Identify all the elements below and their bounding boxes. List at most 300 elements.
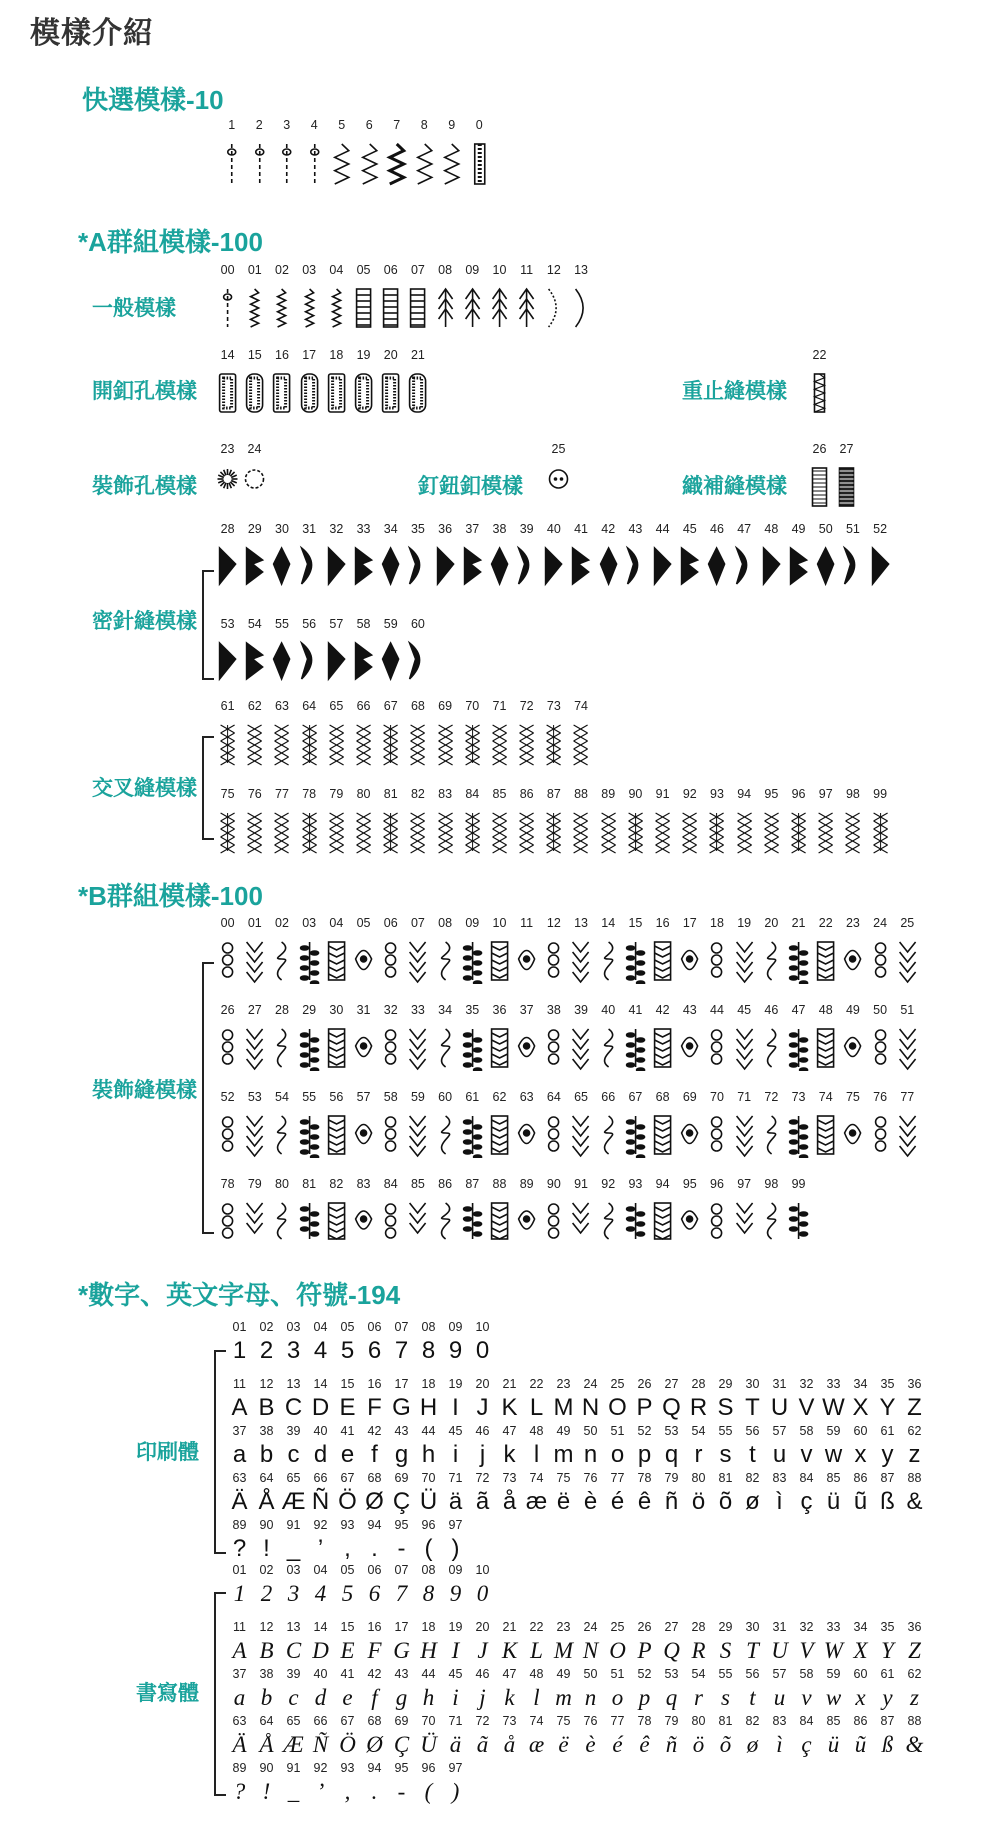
pattern-number: 62 <box>907 1424 922 1438</box>
char-number-row <box>226 1471 928 1488</box>
pattern-number: 38 <box>259 1667 274 1681</box>
stitch-pattern-icon <box>323 805 350 855</box>
character-glyph: L <box>530 1638 543 1663</box>
character-glyph: 7 <box>395 1581 408 1606</box>
char-number-row <box>226 1518 928 1535</box>
character-glyph: Ç <box>393 1732 410 1757</box>
pattern-number: 50 <box>818 522 833 536</box>
character-glyph: B <box>259 1638 274 1663</box>
character-glyph: å <box>503 1732 516 1757</box>
pattern-number: 82 <box>745 1471 760 1485</box>
pattern-number: 47 <box>737 522 752 536</box>
character-glyph: B <box>258 1394 275 1421</box>
stitch-pattern-icon <box>438 136 466 188</box>
pattern-number: 18 <box>710 916 724 930</box>
decorative-numbers-row2 <box>214 1003 921 1017</box>
stitch-pattern-icon <box>296 635 323 683</box>
character-glyph: z <box>910 1685 919 1710</box>
script-block <box>226 1563 928 1808</box>
character-glyph: w <box>825 1685 842 1710</box>
pattern-number: 23 <box>220 442 235 456</box>
stitch-pattern-icon <box>839 1108 866 1158</box>
pattern-number: 14 <box>313 1377 328 1391</box>
character-glyph: G <box>393 1638 410 1663</box>
pattern-number: 34 <box>438 1003 453 1017</box>
stitch-pattern-icon <box>214 635 241 683</box>
pattern-number: 29 <box>718 1377 733 1391</box>
pattern-number: 15 <box>340 1620 355 1634</box>
stitch-pattern-icon <box>404 635 431 683</box>
stitch-pattern-icon <box>758 934 785 984</box>
pattern-number: 05 <box>356 263 371 277</box>
stitch-pattern-icon <box>703 805 730 855</box>
stitch-pattern-icon <box>328 136 356 188</box>
character-glyph: Z <box>907 1394 922 1421</box>
pattern-number: 88 <box>907 1714 922 1728</box>
pattern-number: 33 <box>826 1620 841 1634</box>
pattern-number: 65 <box>574 1090 588 1104</box>
pattern-number: 02 <box>275 263 289 277</box>
stitch-pattern-icon <box>432 1021 459 1071</box>
stitch-pattern-icon <box>459 934 486 984</box>
character-glyph: D <box>312 1638 329 1663</box>
stitch-pattern-icon <box>622 934 649 984</box>
decorative-bracket <box>202 962 214 1234</box>
character-glyph: L <box>529 1394 544 1421</box>
stitch-pattern-icon <box>867 805 894 855</box>
pattern-number: 33 <box>356 522 371 536</box>
stitch-pattern-icon <box>404 540 431 588</box>
stitch-pattern-icon <box>241 1108 268 1158</box>
stitch-pattern-icon <box>273 136 301 188</box>
stitch-pattern-icon <box>513 281 540 331</box>
pattern-number: 10 <box>492 263 507 277</box>
pattern-number: 92 <box>682 787 697 801</box>
pattern-number: 67 <box>383 699 398 713</box>
pattern-number: 51 <box>845 522 860 536</box>
pattern-number: 27 <box>664 1377 679 1391</box>
stitch-pattern-icon <box>268 805 295 855</box>
pattern-number: 36 <box>438 522 453 536</box>
character-glyph: x <box>855 1685 866 1710</box>
stitch-pattern-icon <box>350 1195 377 1243</box>
pattern-number: 06 <box>367 1563 382 1577</box>
pattern-number: 29 <box>302 1003 317 1017</box>
stitch-pattern-icon <box>595 1195 622 1243</box>
character-glyph: R <box>691 1638 706 1663</box>
stitch-pattern-icon <box>540 1108 567 1158</box>
character-glyph: F <box>367 1638 382 1663</box>
pattern-number: 11 <box>520 263 534 277</box>
pattern-number: 93 <box>628 1177 643 1191</box>
pattern-number: 81 <box>383 787 398 801</box>
stitch-pattern-icon <box>214 717 241 767</box>
pattern-number: 63 <box>232 1714 247 1728</box>
pattern-number: 21 <box>502 1377 517 1391</box>
stitch-pattern-icon <box>731 805 758 855</box>
pattern-number: 54 <box>247 617 262 631</box>
stitch-pattern-icon <box>377 281 404 331</box>
stitch-pattern-icon <box>296 805 323 855</box>
pattern-number: 2 <box>255 118 263 132</box>
pattern-number: 77 <box>610 1714 625 1728</box>
character-glyph: h <box>421 1441 436 1468</box>
stitch-pattern-icon <box>758 540 785 588</box>
stitch-pattern-icon <box>241 1021 268 1071</box>
pattern-number: 89 <box>519 1177 534 1191</box>
char-glyph-row <box>226 1394 928 1424</box>
pattern-number: 79 <box>329 787 344 801</box>
pattern-number: 29 <box>718 1620 733 1634</box>
stitch-pattern-icon <box>214 465 241 493</box>
pattern-number: 73 <box>502 1471 517 1485</box>
pattern-number: 43 <box>394 1424 409 1438</box>
character-glyph: Ü <box>419 1488 438 1515</box>
pattern-number: 32 <box>799 1377 814 1391</box>
character-glyph: q <box>664 1441 679 1468</box>
character-glyph: g <box>394 1441 409 1468</box>
stitch-pattern-icon <box>356 136 384 188</box>
pattern-number: 71 <box>448 1714 463 1728</box>
pattern-number: 43 <box>682 1003 697 1017</box>
character-glyph: n <box>584 1685 597 1710</box>
pattern-number: 31 <box>356 1003 371 1017</box>
pattern-number: 37 <box>232 1667 247 1681</box>
pattern-number: 34 <box>383 522 398 536</box>
pattern-number: 04 <box>329 263 344 277</box>
pattern-number: 73 <box>502 1714 517 1728</box>
pattern-number: 24 <box>583 1620 598 1634</box>
character-glyph: W <box>822 1394 845 1421</box>
pattern-number: 97 <box>448 1761 463 1775</box>
character-glyph: Y <box>881 1638 894 1663</box>
pattern-number: 83 <box>772 1714 787 1728</box>
pattern-number: 1 <box>228 118 236 132</box>
pattern-number: 03 <box>286 1320 301 1334</box>
pattern-number: 44 <box>655 522 670 536</box>
pattern-number: 54 <box>691 1667 706 1681</box>
pattern-number: 01 <box>232 1563 247 1577</box>
print-label: 印刷體 <box>136 1441 199 1464</box>
pattern-number: 71 <box>448 1471 463 1485</box>
char-glyph-row <box>226 1337 928 1367</box>
stitch-pattern-icon <box>241 540 268 588</box>
cross-numbers-row1 <box>214 699 595 713</box>
character-glyph: . <box>371 1779 378 1804</box>
pattern-number: 40 <box>313 1667 328 1681</box>
stitch-pattern-icon <box>459 1021 486 1071</box>
pattern-number: 37 <box>232 1424 247 1438</box>
pattern-number: 03 <box>286 1563 301 1577</box>
pattern-number: 48 <box>529 1424 544 1438</box>
pattern-number: 60 <box>438 1090 453 1104</box>
character-glyph: u <box>773 1685 786 1710</box>
stitch-pattern-icon <box>323 635 350 683</box>
pattern-number: 72 <box>475 1714 490 1728</box>
pattern-number: 00 <box>220 263 235 277</box>
character-glyph: ü <box>827 1732 840 1757</box>
stitch-pattern-icon <box>731 934 758 984</box>
character-glyph: U <box>771 1638 788 1663</box>
stitch-pattern-icon <box>214 366 241 416</box>
pattern-number: 75 <box>556 1714 571 1728</box>
stitch-pattern-icon <box>466 136 494 188</box>
character-glyph: é <box>610 1488 625 1515</box>
pattern-number: 49 <box>556 1667 571 1681</box>
stitch-pattern-icon <box>785 805 812 855</box>
pattern-number: 40 <box>601 1003 616 1017</box>
pattern-number: 30 <box>329 1003 344 1017</box>
satin-stitch-symbols-row1 <box>214 540 894 588</box>
stitch-pattern-icon <box>350 805 377 855</box>
stitch-pattern-icon <box>595 1021 622 1071</box>
character-glyph: O <box>608 1394 627 1421</box>
pattern-number: 72 <box>475 1471 490 1485</box>
stitch-pattern-icon <box>350 1021 377 1071</box>
pattern-number: 68 <box>367 1471 382 1485</box>
pattern-number: 8 <box>420 118 428 132</box>
character-glyph: i <box>452 1441 459 1468</box>
character-glyph: J <box>477 1638 488 1663</box>
stitch-pattern-icon <box>894 1021 921 1071</box>
stitch-pattern-icon <box>622 1195 649 1243</box>
character-glyph: ë <box>558 1732 569 1757</box>
pattern-number: 06 <box>383 263 398 277</box>
pattern-number: 23 <box>556 1377 571 1391</box>
pattern-number: 15 <box>628 916 643 930</box>
character-glyph: 1 <box>232 1337 247 1364</box>
pattern-number: 59 <box>410 1090 425 1104</box>
general-stitch-symbols <box>214 281 595 331</box>
character-glyph: , <box>344 1535 351 1562</box>
pattern-number: 22 <box>529 1620 544 1634</box>
pattern-number: 08 <box>421 1320 436 1334</box>
character-glyph: ) <box>451 1535 460 1562</box>
character-glyph: 4 <box>313 1337 328 1364</box>
pattern-number: 88 <box>574 787 588 801</box>
pattern-number: 90 <box>259 1761 274 1775</box>
stitch-pattern-icon <box>459 717 486 767</box>
pattern-number: 27 <box>839 442 854 456</box>
character-glyph: A <box>232 1638 247 1663</box>
pattern-number: 04 <box>313 1320 328 1334</box>
character-glyph: Ñ <box>311 1488 330 1515</box>
stitch-pattern-icon <box>323 366 350 416</box>
pattern-number: 57 <box>772 1667 787 1681</box>
stitch-pattern-icon <box>377 1108 404 1158</box>
character-glyph: U <box>770 1394 789 1421</box>
stitch-pattern-icon <box>731 1021 758 1071</box>
character-glyph: 9 <box>449 1581 462 1606</box>
pattern-number: 97 <box>737 1177 752 1191</box>
pattern-number: 13 <box>286 1377 301 1391</box>
stitch-pattern-icon <box>296 366 323 416</box>
character-glyph: ? <box>233 1779 246 1804</box>
stitch-pattern-icon <box>839 540 866 588</box>
stitch-pattern-icon <box>323 1021 350 1071</box>
stitch-pattern-icon <box>676 540 703 588</box>
pattern-number: 35 <box>410 522 425 536</box>
pattern-number: 25 <box>900 916 915 930</box>
character-glyph: V <box>798 1394 815 1421</box>
character-glyph: E <box>339 1394 356 1421</box>
pattern-number: 56 <box>745 1424 760 1438</box>
pattern-number: 20 <box>383 348 398 362</box>
decorative-stitch-symbols-row1 <box>214 934 921 984</box>
pattern-number: 21 <box>791 916 806 930</box>
print-bracket <box>214 1350 226 1554</box>
pattern-number: 26 <box>812 442 827 456</box>
stitch-pattern-icon <box>377 805 404 855</box>
pattern-number: 95 <box>394 1761 409 1775</box>
pattern-number: 17 <box>302 348 317 362</box>
pattern-number: 31 <box>302 522 317 536</box>
stitch-pattern-icon <box>894 1108 921 1158</box>
stitch-pattern-icon <box>540 934 567 984</box>
stitch-pattern-icon <box>486 1195 513 1243</box>
pattern-number: 51 <box>610 1667 625 1681</box>
stitch-pattern-icon <box>703 1195 730 1243</box>
pattern-number: 70 <box>465 699 480 713</box>
pattern-number: 43 <box>394 1667 409 1681</box>
button-sew-label: 釘鈕釦模樣 <box>418 475 523 498</box>
pattern-number: 84 <box>799 1471 814 1485</box>
stitch-pattern-icon <box>649 805 676 855</box>
stitch-pattern-icon <box>567 805 594 855</box>
character-glyph: a <box>233 1685 246 1710</box>
pattern-number: 57 <box>356 1090 371 1104</box>
pattern-number: 79 <box>664 1714 679 1728</box>
pattern-number: 91 <box>574 1177 588 1191</box>
pattern-number: 42 <box>367 1667 382 1681</box>
pattern-number: 14 <box>220 348 235 362</box>
cross-numbers-row2 <box>214 787 894 801</box>
pattern-number: 61 <box>465 1090 480 1104</box>
pattern-number: 05 <box>356 916 371 930</box>
pattern-number: 74 <box>529 1714 544 1728</box>
quick-section-title: 快選模樣-10 <box>82 85 224 115</box>
pattern-number: 24 <box>247 442 262 456</box>
stitch-pattern-icon <box>459 1108 486 1158</box>
stitch-pattern-icon <box>567 717 594 767</box>
pattern-number: 71 <box>492 699 507 713</box>
pattern-number: 38 <box>492 522 507 536</box>
stitch-pattern-icon <box>622 805 649 855</box>
stitch-pattern-icon <box>432 281 459 331</box>
stitch-pattern-icon <box>404 934 431 984</box>
char-glyph-row <box>226 1535 928 1565</box>
stitch-pattern-icon <box>806 460 833 510</box>
pattern-number: 04 <box>329 916 344 930</box>
pattern-number: 16 <box>655 916 670 930</box>
pattern-number: 44 <box>421 1424 436 1438</box>
stitch-pattern-icon <box>545 465 572 493</box>
pattern-number: 32 <box>383 1003 398 1017</box>
pattern-number: 88 <box>492 1177 507 1191</box>
stitch-pattern-icon <box>703 540 730 588</box>
pattern-number: 51 <box>610 1424 625 1438</box>
character-glyph: x <box>854 1441 867 1468</box>
pattern-number: 58 <box>799 1424 814 1438</box>
pattern-number: 55 <box>275 617 289 631</box>
character-glyph: ñ <box>664 1488 679 1515</box>
pattern-number: 41 <box>340 1667 355 1681</box>
pattern-number: 18 <box>421 1620 436 1634</box>
pattern-number: 19 <box>448 1620 463 1634</box>
stitch-pattern-icon <box>649 934 676 984</box>
stitch-pattern-icon <box>622 1021 649 1071</box>
character-glyph: y <box>881 1441 894 1468</box>
pattern-number: 74 <box>574 699 588 713</box>
pattern-number: 85 <box>492 787 507 801</box>
pattern-number: 85 <box>826 1471 841 1485</box>
character-glyph: è <box>583 1488 598 1515</box>
pattern-number: 22 <box>529 1377 544 1391</box>
character-glyph: o <box>610 1441 625 1468</box>
stitch-pattern-icon <box>301 136 329 188</box>
pattern-number: 75 <box>220 787 235 801</box>
pattern-number: 39 <box>519 522 534 536</box>
pattern-number: 94 <box>737 787 752 801</box>
stitch-pattern-icon <box>350 717 377 767</box>
pattern-number: 18 <box>329 348 344 362</box>
character-glyph: V <box>799 1638 814 1663</box>
pattern-number: 07 <box>394 1563 409 1577</box>
pattern-number: 76 <box>583 1471 598 1485</box>
character-glyph: 2 <box>260 1581 273 1606</box>
pattern-number: 43 <box>628 522 643 536</box>
stitch-pattern-icon <box>432 934 459 984</box>
pattern-number: 08 <box>438 916 453 930</box>
pattern-number: 81 <box>302 1177 317 1191</box>
stitch-pattern-icon <box>241 635 268 683</box>
pattern-number: 4 <box>310 118 318 132</box>
stitch-pattern-icon <box>214 934 241 984</box>
pattern-number: 11 <box>520 916 534 930</box>
pattern-number: 44 <box>421 1667 436 1681</box>
stitch-pattern-icon <box>377 934 404 984</box>
pattern-number: 3 <box>283 118 291 132</box>
pattern-number: 57 <box>772 1424 787 1438</box>
character-glyph: ä <box>449 1732 462 1757</box>
pattern-number: 80 <box>691 1714 706 1728</box>
character-glyph: Y <box>879 1394 896 1421</box>
character-glyph: ç <box>801 1732 812 1757</box>
character-glyph: H <box>419 1394 438 1421</box>
stitch-pattern-icon <box>839 1021 866 1071</box>
pattern-number: 18 <box>421 1377 436 1391</box>
stitch-pattern-icon <box>894 934 921 984</box>
pattern-number: 94 <box>367 1518 382 1532</box>
stitch-pattern-icon <box>296 1108 323 1158</box>
stitch-pattern-icon <box>649 540 676 588</box>
pattern-number: 73 <box>546 699 561 713</box>
pattern-number: 61 <box>880 1667 895 1681</box>
pattern-number: 03 <box>302 263 317 277</box>
pattern-number: 01 <box>232 1320 247 1334</box>
satin-stitch-symbols-row2 <box>214 635 432 683</box>
satin-numbers-row1 <box>214 522 894 536</box>
stitch-pattern-icon <box>567 1195 594 1243</box>
pattern-number: 07 <box>410 263 425 277</box>
pattern-number: 53 <box>220 617 235 631</box>
character-glyph: K <box>501 1638 518 1663</box>
stitch-pattern-icon <box>486 1021 513 1071</box>
pattern-number: 89 <box>232 1518 247 1532</box>
stitch-pattern-icon <box>268 1108 295 1158</box>
character-glyph: ê <box>637 1488 652 1515</box>
character-glyph: & <box>905 1732 924 1757</box>
